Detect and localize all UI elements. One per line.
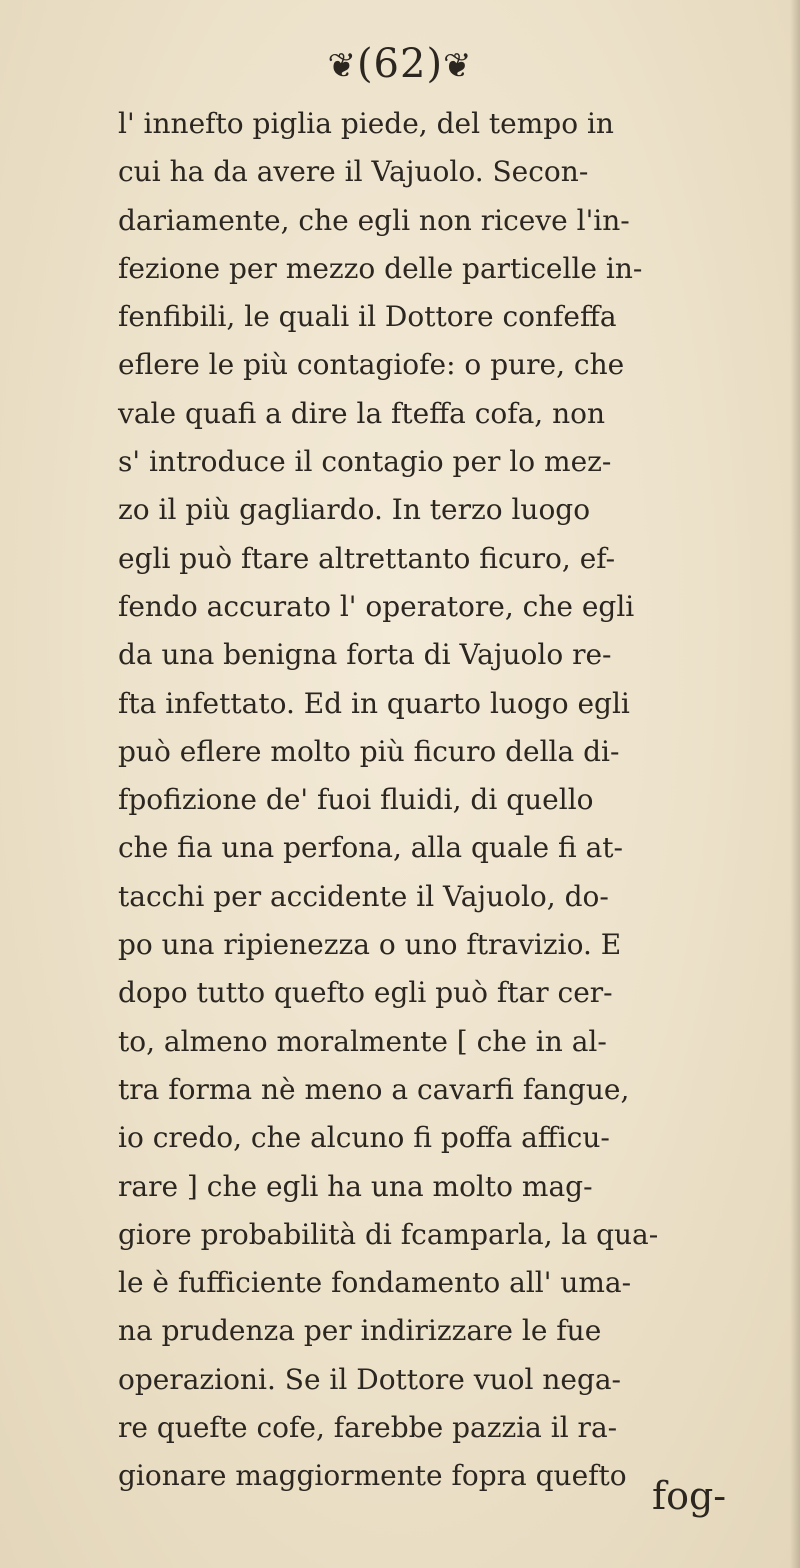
- ornament-right-icon: ❦: [443, 46, 473, 86]
- page-number-header: [0, 40, 800, 90]
- text-line: s' introduce il contagio per lo mez-: [118, 445, 612, 479]
- text-line: tra forma nè meno a cavarfi fangue,: [118, 1072, 630, 1106]
- text-line: fenfibili, le quali il Dottore confeffa: [118, 300, 617, 334]
- text-line: fendo accurato l' operatore, che egli: [118, 589, 635, 623]
- ornament-left-icon: ❦: [327, 46, 357, 86]
- text-line: operazioni. Se il Dottore vuol nega-: [118, 1362, 622, 1396]
- text-line: può eflere molto più ficuro della di-: [118, 734, 620, 768]
- text-line: tacchi per accidente il Vajuolo, do-: [118, 879, 609, 913]
- text-line: rare ] che egli ha una molto mag-: [118, 1169, 593, 1203]
- text-line: zo il più gagliardo. In terzo luogo: [118, 493, 591, 527]
- text-line: l' innefto piglia piede, del tempo in: [118, 107, 614, 140]
- catchword: fog-: [652, 1474, 727, 1518]
- text-line: dopo tutto quefto egli può ftar cer-: [118, 976, 613, 1010]
- body-text: [118, 100, 798, 1501]
- text-line: gionare maggiormente fopra quefto: [118, 1459, 627, 1493]
- text-line: po una ripienezza o uno ftravizio. E: [118, 928, 622, 962]
- text-line: fpofizione de' fuoi fluidi, di quello: [118, 783, 594, 817]
- text-line: eflere le più contagiofe: o pure, che: [118, 348, 625, 382]
- text-line: fta infettato. Ed in quarto luogo egli: [118, 686, 630, 720]
- text-line: dariamente, che egli non riceve l'in-: [118, 203, 630, 237]
- text-line: da una benigna forta di Vajuolo re-: [118, 638, 612, 672]
- text-line: vale quafi a dire la fteffa cofa, non: [118, 396, 606, 430]
- text-line: na prudenza per indirizzare le fue: [118, 1314, 602, 1348]
- text-line: giore probabilità di fcamparla, la qua-: [118, 1217, 659, 1251]
- text-line: cui ha da avere il Vajuolo. Secon-: [118, 155, 589, 189]
- text-line: che fia una perfona, alla quale fi at-: [118, 831, 623, 865]
- text-line: le è fufficiente fondamento all' uma-: [118, 1266, 632, 1300]
- page-number: (62): [356, 41, 444, 87]
- text-line: to, almeno moralmente [ che in al-: [118, 1024, 607, 1058]
- text-line: io credo, che alcuno fi poffa afficu-: [118, 1121, 610, 1155]
- text-line: re quefte cofe, farebbe pazzia il ra-: [118, 1411, 618, 1445]
- text-line: fezione per mezzo delle particelle in-: [118, 251, 643, 285]
- text-line: egli può ftare altrettanto ficuro, ef-: [118, 541, 616, 575]
